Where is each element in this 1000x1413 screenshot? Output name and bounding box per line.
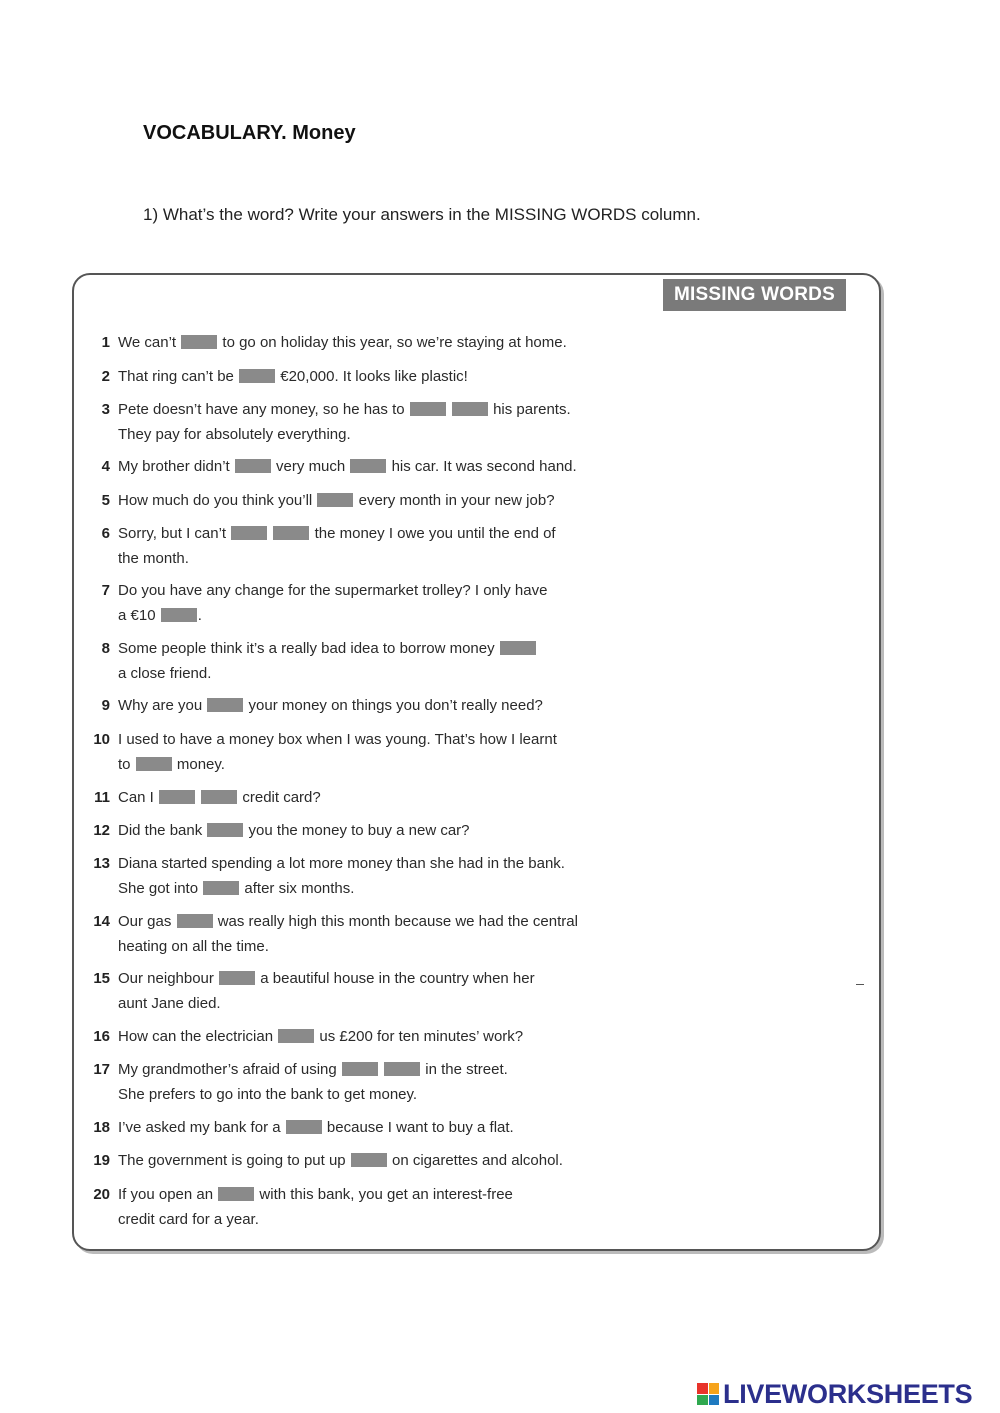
blank-gap bbox=[219, 971, 255, 985]
blank-gap bbox=[177, 914, 213, 928]
question-text bbox=[118, 819, 648, 844]
instruction: 1) What’s the word? Write your answers in the MISSING WORDS column. bbox=[143, 205, 701, 224]
question-number: 1 bbox=[101, 334, 110, 351]
question-text-part: credit card for a year. bbox=[118, 1210, 259, 1228]
question-number: 12 bbox=[93, 822, 110, 839]
question-text-part: his parents. bbox=[488, 401, 571, 418]
blank-gap bbox=[235, 459, 271, 473]
question-text-part: because I want to buy a flat. bbox=[322, 1119, 514, 1136]
blank-gap bbox=[159, 790, 195, 804]
question-text-part: on cigarettes and alcohol. bbox=[387, 1152, 563, 1169]
question-text bbox=[118, 1116, 648, 1141]
question-text-part: €20,000. It looks like plastic! bbox=[276, 368, 468, 385]
blank-gap bbox=[231, 526, 267, 540]
question-text-part: very much bbox=[271, 458, 350, 475]
question-text-part: . bbox=[197, 606, 202, 624]
blank-gap bbox=[161, 608, 197, 622]
question-number: 15 bbox=[93, 970, 110, 987]
question-7 bbox=[88, 579, 648, 628]
question-text-part: heating on all the time. bbox=[118, 937, 269, 955]
question-number: 2 bbox=[101, 368, 110, 385]
question-text-part: the money I owe you until the end of bbox=[310, 525, 556, 542]
question-text-part: a close friend. bbox=[118, 664, 212, 682]
question-text-part: Did the bank bbox=[118, 822, 207, 839]
question-text-part: My brother didn’t bbox=[118, 458, 234, 475]
question-number: 8 bbox=[101, 640, 110, 657]
question-text-part: a €10 bbox=[118, 606, 160, 624]
blank-gap bbox=[203, 881, 239, 895]
question-text-part: Pete doesn’t have any money, so he has to bbox=[118, 401, 409, 418]
answer-mark bbox=[856, 984, 864, 985]
question-text-part: after six months. bbox=[240, 879, 355, 897]
question-number: 19 bbox=[93, 1152, 110, 1169]
question-text-part: credit card? bbox=[238, 789, 321, 806]
question-text bbox=[118, 331, 648, 356]
question-text-part: Some people think it’s a really bad idea to borrow money bbox=[118, 640, 499, 657]
question-text bbox=[118, 786, 648, 811]
question-text bbox=[118, 967, 648, 1016]
question-text-part: How much do you think you’ll bbox=[118, 492, 317, 509]
question-text-part: his car. It was second hand. bbox=[387, 458, 577, 475]
question-text bbox=[118, 910, 648, 959]
question-number: 17 bbox=[93, 1061, 110, 1078]
blank-gap bbox=[452, 402, 488, 416]
blank-gap bbox=[410, 402, 446, 416]
question-text-part: money. bbox=[172, 755, 225, 773]
question-number: 13 bbox=[93, 855, 110, 872]
question-text bbox=[118, 852, 648, 901]
blank-gap bbox=[278, 1029, 314, 1043]
question-text bbox=[118, 728, 648, 777]
question-text bbox=[118, 579, 648, 628]
question-text-part: Can I bbox=[118, 789, 159, 806]
blank-gap bbox=[350, 459, 386, 473]
question-text-part: was really high this month because we had the central bbox=[213, 913, 578, 930]
question-text-part: She prefers to go into the bank to get money. bbox=[118, 1085, 418, 1103]
blank-gap bbox=[207, 698, 243, 712]
question-12 bbox=[88, 819, 648, 844]
question-text-part: a beautiful house in the country when her bbox=[256, 970, 535, 987]
question-text-part: They pay for absolutely everything. bbox=[118, 425, 351, 443]
logo-text: LIVEWORKSHEETS bbox=[723, 1378, 973, 1409]
question-number: 5 bbox=[101, 492, 110, 509]
question-text-part bbox=[379, 1061, 383, 1078]
question-9 bbox=[88, 694, 648, 719]
question-text bbox=[118, 637, 648, 686]
question-text bbox=[118, 1149, 648, 1174]
question-18 bbox=[88, 1116, 648, 1141]
question-text-part: The government is going to put up bbox=[118, 1152, 350, 1169]
question-17 bbox=[88, 1058, 648, 1107]
missing-words-header: MISSING WORDS bbox=[663, 279, 846, 311]
question-text bbox=[118, 522, 648, 571]
blank-gap bbox=[500, 641, 536, 655]
question-text bbox=[118, 1183, 648, 1232]
question-1 bbox=[88, 331, 648, 356]
question-number: 14 bbox=[93, 913, 110, 930]
question-4 bbox=[88, 455, 648, 480]
question-text-part: your money on things you don’t really need? bbox=[244, 697, 543, 714]
blank-gap bbox=[207, 823, 243, 837]
question-text-part bbox=[268, 525, 272, 542]
blank-gap bbox=[239, 369, 275, 383]
question-text bbox=[118, 398, 648, 447]
question-text-part bbox=[447, 401, 451, 418]
blank-gap bbox=[342, 1062, 378, 1076]
question-number: 10 bbox=[93, 731, 110, 748]
blank-gap bbox=[351, 1153, 387, 1167]
question-text bbox=[118, 1058, 648, 1107]
question-6 bbox=[88, 522, 648, 571]
question-text-part: Sorry, but I can’t bbox=[118, 525, 231, 542]
question-number: 9 bbox=[101, 697, 110, 714]
question-text-part: I used to have a money box when I was young. That’s how I learnt bbox=[118, 731, 557, 748]
question-text-part: in the street. bbox=[421, 1061, 508, 1078]
question-14 bbox=[88, 910, 648, 959]
question-text-part: Our gas bbox=[118, 913, 176, 930]
question-number: 7 bbox=[101, 582, 110, 599]
question-20 bbox=[88, 1183, 648, 1232]
question-text-part: If you open an bbox=[118, 1186, 218, 1203]
question-text-part: My grandmother’s afraid of using bbox=[118, 1061, 341, 1078]
blank-gap bbox=[136, 757, 172, 771]
question-5 bbox=[88, 489, 648, 514]
question-text-part: the month. bbox=[118, 549, 189, 567]
question-10 bbox=[88, 728, 648, 777]
question-text-part: How can the electrician bbox=[118, 1028, 278, 1045]
question-3 bbox=[88, 398, 648, 447]
blank-gap bbox=[286, 1120, 322, 1134]
question-11 bbox=[88, 786, 648, 811]
question-2 bbox=[88, 365, 648, 390]
question-number: 6 bbox=[101, 525, 110, 542]
blank-gap bbox=[384, 1062, 420, 1076]
question-text bbox=[118, 1025, 648, 1050]
question-text-part: you the money to buy a new car? bbox=[244, 822, 470, 839]
question-text bbox=[118, 455, 648, 480]
question-number: 20 bbox=[93, 1186, 110, 1203]
logo-icon bbox=[697, 1383, 719, 1405]
question-13 bbox=[88, 852, 648, 901]
question-text-part: She got into bbox=[118, 879, 203, 897]
question-text-part: to bbox=[118, 755, 135, 773]
question-text-part: Diana started spending a lot more money than she had in the bank. bbox=[118, 855, 565, 872]
question-text-part: I’ve asked my bank for a bbox=[118, 1119, 285, 1136]
question-text-part: with this bank, you get an interest-free bbox=[255, 1186, 513, 1203]
question-number: 16 bbox=[93, 1028, 110, 1045]
question-text-part: We can’t bbox=[118, 334, 181, 351]
liveworksheets-logo bbox=[697, 1378, 972, 1410]
question-text-part: Do you have any change for the supermarket trolley? I only have bbox=[118, 582, 548, 599]
question-number: 4 bbox=[101, 458, 110, 475]
question-number: 3 bbox=[101, 401, 110, 418]
question-text-part: every month in your new job? bbox=[354, 492, 555, 509]
blank-gap bbox=[181, 335, 217, 349]
question-text-part: us £200 for ten minutes’ work? bbox=[315, 1028, 524, 1045]
question-text-part: That ring can’t be bbox=[118, 368, 239, 385]
blank-gap bbox=[317, 493, 353, 507]
question-number: 18 bbox=[93, 1119, 110, 1136]
question-text bbox=[118, 365, 648, 390]
page-title: VOCABULARY. Money bbox=[143, 122, 356, 144]
question-number: 11 bbox=[94, 789, 110, 806]
blank-gap bbox=[273, 526, 309, 540]
question-text bbox=[118, 694, 648, 719]
question-text-part: to go on holiday this year, so we’re staying at home. bbox=[218, 334, 567, 351]
question-text-part: aunt Jane died. bbox=[118, 994, 221, 1012]
question-text-part: Why are you bbox=[118, 697, 207, 714]
question-19 bbox=[88, 1149, 648, 1174]
question-16 bbox=[88, 1025, 648, 1050]
question-text bbox=[118, 489, 648, 514]
question-text-part: Our neighbour bbox=[118, 970, 219, 987]
question-15 bbox=[88, 967, 648, 1016]
blank-gap bbox=[201, 790, 237, 804]
blank-gap bbox=[218, 1187, 254, 1201]
question-8 bbox=[88, 637, 648, 686]
question-text-part bbox=[196, 789, 200, 806]
